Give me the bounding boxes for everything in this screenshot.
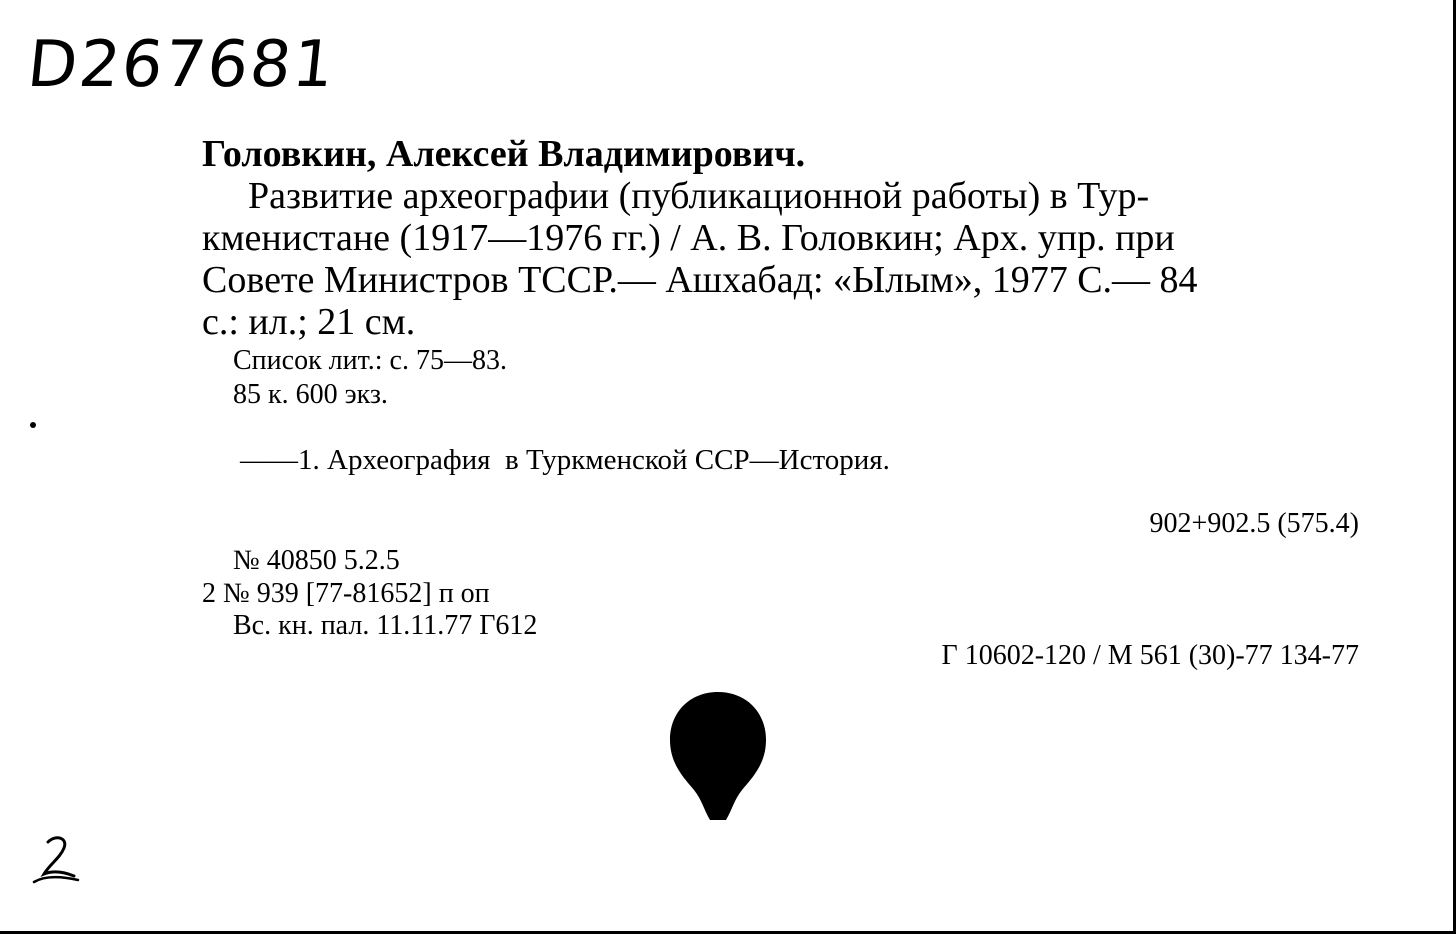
- subject-heading: ——1. Археография в Туркменской ССР—История.: [240, 444, 890, 476]
- title-line-3: Совете Министров ТССР.— Ашхабад: «Ылым», 1977 С.— 84: [202, 259, 1198, 301]
- record-line-1: № 40850 5.2.5: [233, 545, 400, 576]
- handwritten-mark: [30, 830, 90, 890]
- title-line-1: Развитие археографии (публикационной работы) в Тур-: [248, 175, 1150, 217]
- catalog-code: Г 10602-120 / М 561 (30)-77 134-77: [941, 640, 1359, 671]
- handwritten-inventory-number: D267681: [24, 28, 340, 102]
- punch-hole: [668, 690, 768, 822]
- author-heading: Головкин, Алексей Владимирович.: [202, 133, 806, 175]
- bibliography-note: Список лит.: с. 75—83.: [233, 345, 507, 376]
- title-line-4: с.: ил.; 21 см.: [202, 301, 416, 343]
- classification-code: 902+902.5 (575.4): [1149, 508, 1359, 539]
- title-line-2: кменистане (1917—1976 гг.) / А. В. Головкин; Арх. упр. при: [202, 217, 1175, 259]
- punch-dot: [30, 422, 36, 428]
- record-line-3: Вс. кн. пал. 11.11.77 Г612: [233, 610, 538, 641]
- record-line-2: 2 № 939 [77-81652] п оп: [202, 578, 490, 609]
- price-print-run-note: 85 к. 600 экз.: [233, 379, 388, 410]
